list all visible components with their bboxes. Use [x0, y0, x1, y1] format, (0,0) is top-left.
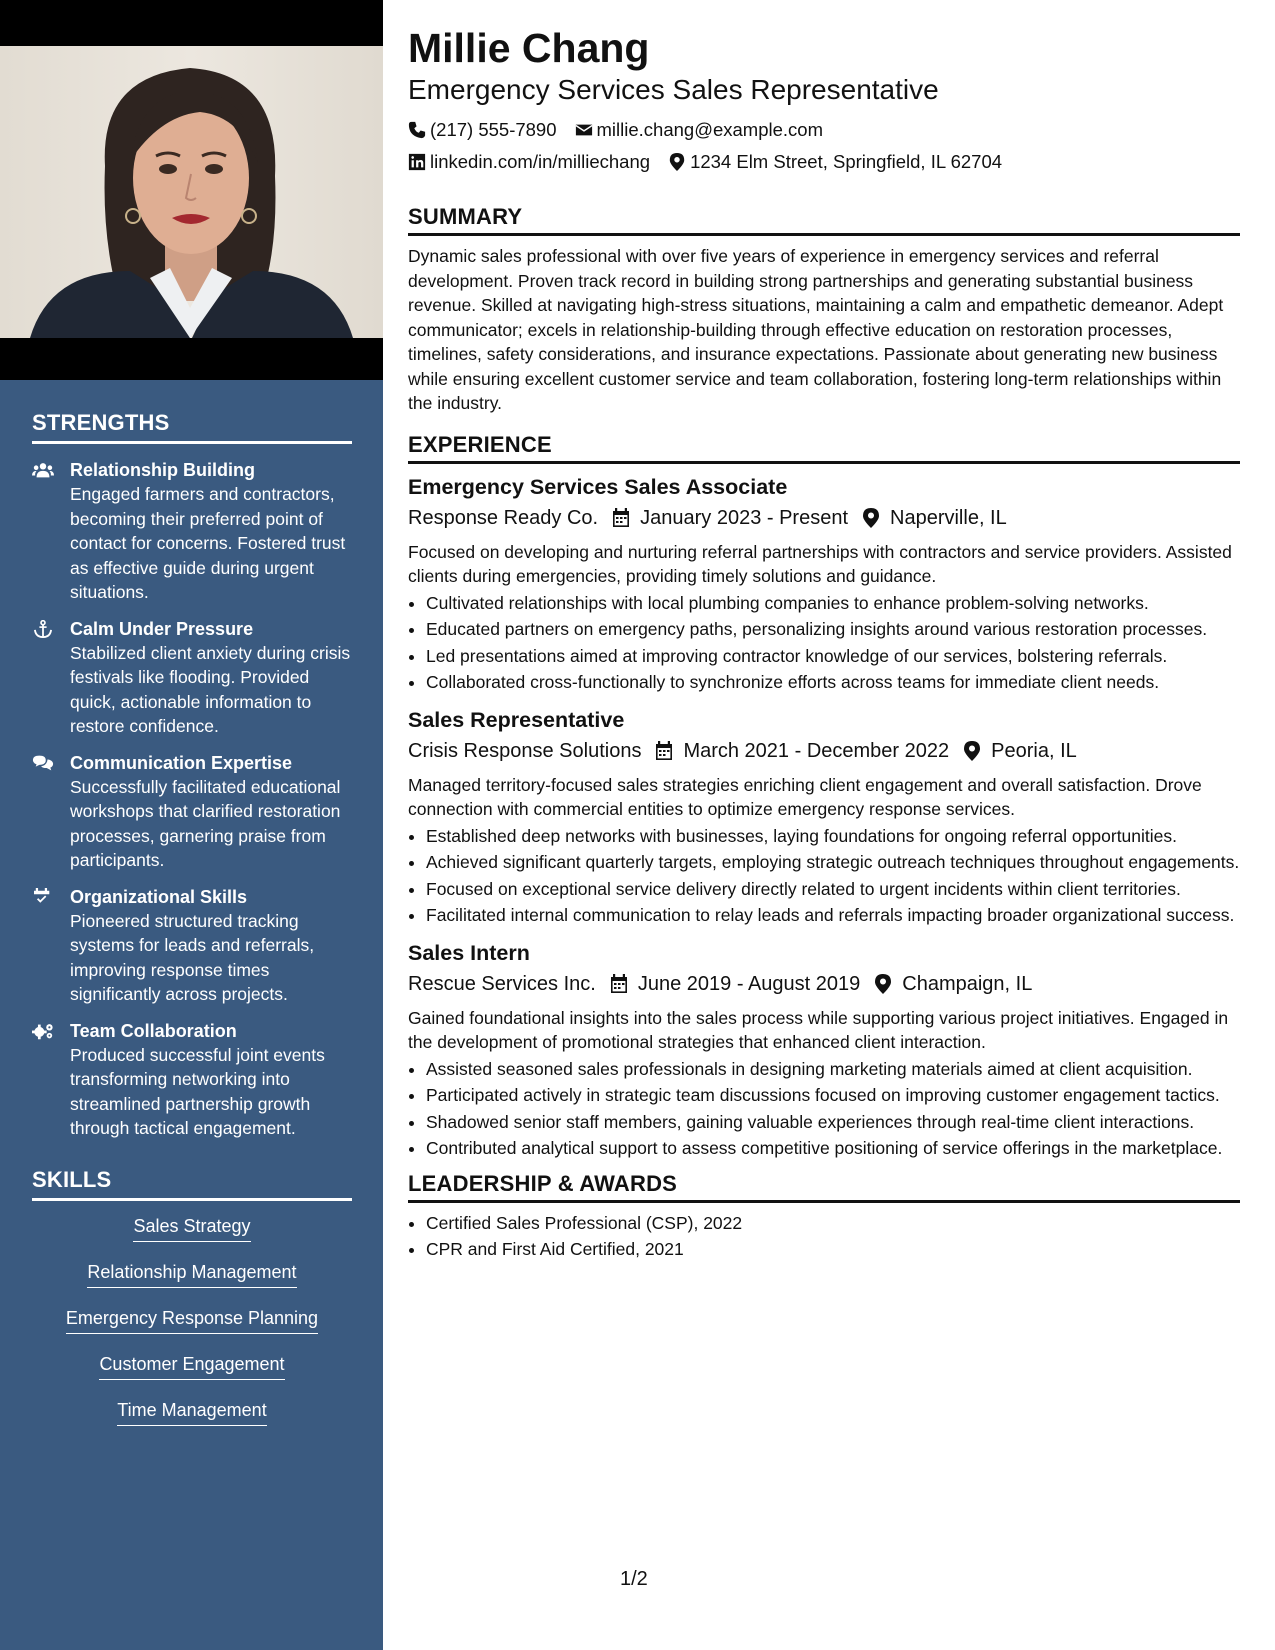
- skills-heading: SKILLS: [32, 1167, 352, 1201]
- email-text: millie.chang@example.com: [596, 119, 823, 140]
- job-summary: Gained foundational insights into the sales process while supporting various project initiatives. Engaged in the development of promotional strategies that enhanced client interaction.: [408, 1007, 1229, 1052]
- contact-line: [408, 114, 1240, 146]
- linkedin-icon: [408, 153, 426, 171]
- job-bullet: • Participated actively in strategic team discussions focused on improving customer engagement tactics.: [426, 1083, 1240, 1108]
- calendar-icon: [610, 974, 628, 994]
- skill-item: Customer Engagement: [99, 1353, 284, 1380]
- calendar-icon: [655, 741, 673, 761]
- job-bullet: • Assisted seasoned sales professionals in designing marketing materials aimed at client acquisition.: [426, 1057, 1240, 1082]
- job-bullet: • Contributed analytical support to assess competitive positioning of service offerings in the marketplace.: [426, 1136, 1240, 1161]
- strength-desc: Successfully facilitated educational workshops that clarified restoration processes, garnering praise from participants.: [70, 776, 341, 870]
- profile-photo: [0, 46, 383, 338]
- map-marker-icon: [668, 153, 686, 171]
- candidate-name: Millie Chang: [408, 25, 650, 71]
- job-dates: March 2021 - December 2022: [683, 739, 950, 762]
- job-bullet: • Achieved significant quarterly targets, employing strategic outreach techniques throughout engagements.: [426, 850, 1240, 875]
- linkedin[interactable]: [408, 146, 650, 178]
- skill-item: Time Management: [117, 1399, 266, 1426]
- candidate-role: Emergency Services Sales Representative: [408, 74, 939, 105]
- summary-text: Dynamic sales professional with over five years of experience in emergency services and referral development. Proven track record in building strong partnerships and generating substantial business revenue. Skilled at navigating high-stress situations, maintaining a calm and empathetic demeanor. Adept communicator; excels in relationship-building through effective education on restoration processes, timelines, safety considerations, and insurance expectations. Passionate about generating new business while ensuring excellent customer service and team collaboration, fostering long-term relationships within the industry.: [408, 246, 1224, 413]
- map-marker-icon: [874, 974, 892, 994]
- map-marker-icon: [862, 508, 880, 528]
- awards-list: [408, 1211, 1240, 1262]
- job-entry: [408, 705, 1240, 928]
- job-location: Champaign, IL: [902, 972, 1033, 995]
- address: [668, 146, 1002, 178]
- phone-icon: [408, 121, 426, 139]
- strength-title: Organizational Skills: [70, 886, 248, 907]
- job-meta: [408, 735, 1240, 767]
- job-company: Crisis Response Solutions: [408, 739, 642, 762]
- strength-item: [32, 617, 352, 739]
- job-location: Naperville, IL: [890, 506, 1007, 529]
- job-bullet: • Shadowed senior staff members, gaining valuable experiences through real-time client interactions.: [426, 1110, 1240, 1135]
- comments-icon: [32, 754, 54, 772]
- job-summary: Managed territory-focused sales strategies enriching client engagement and overall satisfaction. Drove connection with commercial entities to optimize emergency response services.: [408, 774, 1202, 819]
- phone-text: (217) 555-7890: [430, 119, 557, 140]
- job-company: Rescue Services Inc.: [408, 972, 596, 995]
- strength-desc: Engaged farmers and contractors, becoming their preferred point of contact for concerns. Fostered trust as effective guide during urgent situations.: [70, 484, 346, 602]
- awards-section: [408, 1171, 1240, 1262]
- job-bullet: • Cultivated relationships with local plumbing companies to enhance problem-solving networks.: [426, 591, 1240, 616]
- strength-desc: Produced successful joint events transforming networking into streamlined partnership growth through tactical engagement.: [70, 1044, 325, 1138]
- summary-section: [408, 204, 1240, 416]
- map-marker-icon: [963, 741, 981, 761]
- calendar-icon: [612, 508, 630, 528]
- job-meta: [408, 502, 1240, 534]
- experience-heading: EXPERIENCE: [408, 432, 1240, 464]
- awards-heading: LEADERSHIP & AWARDS: [408, 1171, 1240, 1203]
- experience-section: [408, 432, 1240, 1161]
- strength-item: [32, 458, 352, 605]
- envelope-icon: [575, 121, 593, 139]
- strength-title: Team Collaboration: [70, 1020, 237, 1041]
- strength-title: Calm Under Pressure: [70, 618, 254, 639]
- strength-item: [32, 885, 352, 1007]
- page-number: 1/2: [620, 1568, 648, 1590]
- job-meta: [408, 968, 1240, 1000]
- job-title: Sales Intern: [408, 940, 530, 965]
- job-company: Response Ready Co.: [408, 506, 599, 529]
- job-bullet: • Focused on exceptional service delivery directly related to urgent incidents within client territories.: [426, 877, 1240, 902]
- main-content: [408, 24, 1240, 1264]
- strength-desc: Stabilized client anxiety during crisis festivals like flooding. Provided quick, actionable information to restore confidence.: [70, 642, 351, 736]
- photo-frame-bottom: [0, 338, 383, 380]
- skill-item: Emergency Response Planning: [66, 1307, 318, 1334]
- job-bullets: [408, 591, 1240, 695]
- job-title: Sales Representative: [408, 707, 625, 732]
- award-item: • Certified Sales Professional (CSP), 2022: [426, 1211, 1240, 1236]
- users-icon: [32, 461, 54, 479]
- job-bullet: • Established deep networks with businesses, laying foundations for ongoing referral opportunities.: [426, 824, 1240, 849]
- job-dates: June 2019 - August 2019: [637, 972, 861, 995]
- anchor-icon: [32, 620, 54, 638]
- phone[interactable]: [408, 114, 557, 146]
- photo-frame-top: [0, 0, 383, 46]
- job-bullets: [408, 1057, 1240, 1161]
- strength-desc: Pioneered structured tracking systems for leads and referrals, improving response times significantly across projects.: [70, 910, 315, 1004]
- job-bullet: • Educated partners on emergency paths, personalizing insights around various restoration processes.: [426, 617, 1240, 642]
- strength-title: Relationship Building: [70, 460, 255, 480]
- cogs-icon: [32, 1022, 54, 1040]
- skill-item: Sales Strategy: [133, 1215, 250, 1242]
- contact-line: [408, 146, 1240, 178]
- email[interactable]: [575, 114, 823, 146]
- sidebar: [0, 0, 383, 1650]
- skills-list: [32, 1215, 352, 1445]
- strengths-heading: STRENGTHS: [32, 410, 352, 444]
- job-title: Emergency Services Sales Associate: [408, 474, 788, 499]
- job-entry: [408, 938, 1240, 1161]
- job-dates: January 2023 - Present: [640, 506, 849, 529]
- job-location: Peoria, IL: [991, 739, 1077, 762]
- job-bullets: [408, 824, 1240, 928]
- job-summary: Focused on developing and nurturing referral partnerships with contractors and service providers. Assisted clients during emergencies, providing timely solutions and guidance.: [408, 541, 1232, 586]
- address-text: 1234 Elm Street, Springfield, IL 62704: [690, 151, 1003, 172]
- job-bullet: • Led presentations aimed at improving contractor knowledge of our services, bolstering referrals.: [426, 644, 1240, 669]
- skill-item: Relationship Management: [87, 1261, 296, 1288]
- strength-item: [32, 751, 352, 873]
- award-item: • CPR and First Aid Certified, 2021: [426, 1237, 1240, 1262]
- linkedin-text: linkedin.com/in/milliechang: [430, 151, 651, 172]
- strength-title: Communication Expertise: [70, 752, 293, 773]
- calendar-check-icon: [32, 888, 54, 906]
- job-bullet: • Collaborated cross-functionally to synchronize efforts across teams for immediate client needs.: [426, 670, 1240, 695]
- summary-heading: SUMMARY: [408, 204, 1240, 236]
- job-bullet: • Facilitated internal communication to relay leads and referrals impacting broader organizational success.: [426, 903, 1240, 928]
- strength-item: [32, 1019, 352, 1141]
- sidebar-content: [32, 410, 352, 1445]
- job-entry: [408, 472, 1240, 695]
